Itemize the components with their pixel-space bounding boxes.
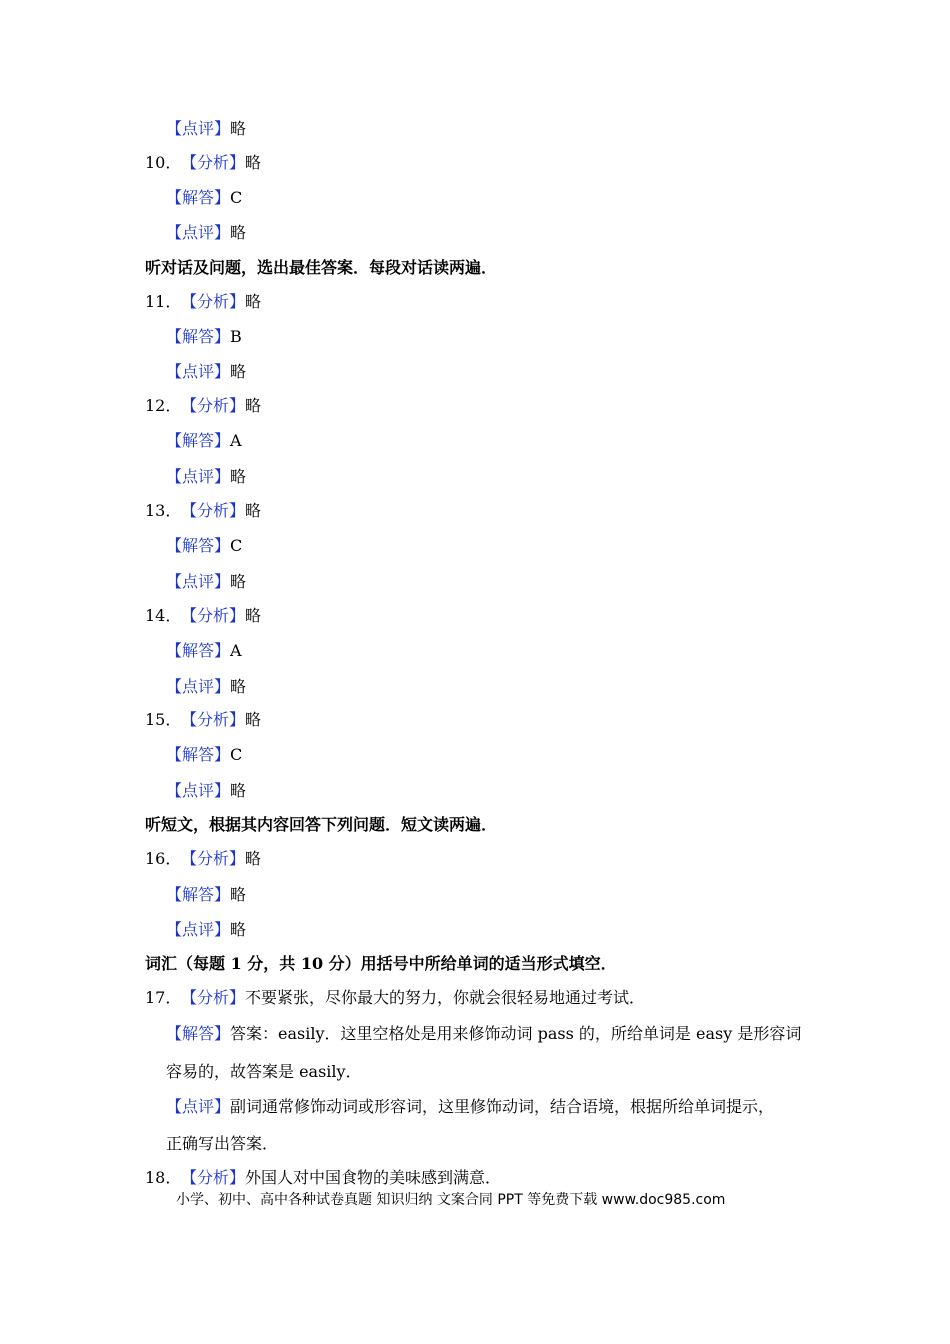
- q14-comment-line: [166, 677, 246, 697]
- analysis-tag: 【分析】: [181, 292, 246, 311]
- comment-tag: 【点评】: [166, 1097, 231, 1116]
- q12-number: 12．: [145, 396, 182, 415]
- q10-answer: C: [230, 188, 243, 207]
- analysis-tag: 【分析】: [181, 501, 246, 520]
- q15-comment: 略: [230, 781, 247, 800]
- q12-answer-line: [166, 431, 242, 451]
- q15-comment-line: [166, 781, 246, 801]
- q11-comment-line: [166, 362, 246, 382]
- comment-tag: 【点评】: [166, 677, 231, 696]
- q14-answer-line: [166, 641, 242, 661]
- answer-tag: 【解答】: [166, 885, 231, 904]
- q12-comment-line: [166, 467, 246, 487]
- section-dialogue-heading: 听对话及问题，选出最佳答案．每段对话读两遍．: [145, 258, 498, 277]
- analysis-tag: 【分析】: [181, 988, 246, 1007]
- q16-answer-line: [166, 885, 246, 905]
- q17-number: 17．: [145, 988, 182, 1007]
- q14-comment: 略: [230, 677, 247, 696]
- q17-analysis-line: [145, 988, 645, 1008]
- q11-analysis: 略: [245, 292, 262, 311]
- q11-comment: 略: [230, 362, 247, 381]
- section-vocab-heading: 词汇（每题 1 分，共 10 分）用括号中所给单词的适当形式填空．: [145, 954, 617, 973]
- q15-analysis-line: [145, 710, 261, 730]
- section-passage-heading: 听短文，根据其内容回答下列问题．短文读两遍．: [145, 815, 498, 834]
- q10-number: 10．: [145, 153, 182, 172]
- comment-tag: 【点评】: [166, 467, 231, 486]
- q16-analysis-line: [145, 849, 261, 869]
- q13-answer-line: [166, 536, 242, 556]
- analysis-tag: 【分析】: [181, 396, 246, 415]
- answer-tag: 【解答】: [166, 188, 231, 207]
- analysis-tag: 【分析】: [181, 1168, 246, 1187]
- q14-analysis: 略: [245, 606, 262, 625]
- q16-number: 16．: [145, 849, 182, 868]
- q15-answer: C: [230, 745, 243, 764]
- q18-analysis-line: [145, 1168, 501, 1188]
- q13-comment: 略: [230, 572, 247, 591]
- answer-tag: 【解答】: [166, 1024, 231, 1043]
- q17-comment-line: [166, 1097, 774, 1117]
- q11-number: 11．: [145, 292, 182, 311]
- q16-analysis: 略: [245, 849, 262, 868]
- analysis-tag: 【分析】: [181, 153, 246, 172]
- q18-number: 18．: [145, 1168, 182, 1187]
- q17-answer-continuation: 容易的，故答案是 easily．: [166, 1062, 362, 1081]
- q15-number: 15．: [145, 710, 182, 729]
- q11-answer: B: [230, 327, 242, 346]
- q17-answer-line: [166, 1024, 801, 1044]
- q16-answer: 略: [230, 885, 247, 904]
- analysis-tag: 【分析】: [181, 606, 246, 625]
- comment-tag: 【点评】: [166, 119, 231, 138]
- q17-comment-continuation: 正确写出答案．: [166, 1134, 279, 1153]
- q12-answer: A: [230, 431, 242, 450]
- q9-comment-line: [166, 119, 246, 139]
- q10-comment: 略: [230, 223, 247, 242]
- answer-tag: 【解答】: [166, 327, 231, 346]
- page-footer: 小学、初中、高中各种试卷真题 知识归纳 文案合同 PPT 等免费下载 www.doc985.com: [176, 1192, 726, 1208]
- q10-comment-line: [166, 223, 246, 243]
- q13-number: 13．: [145, 501, 182, 520]
- answer-tag: 【解答】: [166, 536, 231, 555]
- q16-comment-line: [166, 920, 246, 940]
- answer-tag: 【解答】: [166, 641, 231, 660]
- analysis-tag: 【分析】: [181, 849, 246, 868]
- q12-analysis: 略: [245, 396, 262, 415]
- q13-analysis: 略: [245, 501, 262, 520]
- q13-comment-line: [166, 572, 246, 592]
- answer-tag: 【解答】: [166, 745, 231, 764]
- q13-answer: C: [230, 536, 243, 555]
- q11-analysis-line: [145, 292, 261, 312]
- q9-comment: 略: [230, 119, 247, 138]
- q10-analysis: 略: [245, 153, 262, 172]
- q17-comment-line1: 副词通常修饰动词或形容词，这里修饰动词，结合语境，根据所给单词提示，: [230, 1097, 775, 1116]
- comment-tag: 【点评】: [166, 223, 231, 242]
- q11-answer-line: [166, 327, 242, 347]
- q13-analysis-line: [145, 501, 261, 521]
- q12-comment: 略: [230, 467, 247, 486]
- q15-answer-line: [166, 745, 242, 765]
- comment-tag: 【点评】: [166, 572, 231, 591]
- q18-analysis: 外国人对中国食物的美味感到满意．: [245, 1168, 502, 1187]
- answer-tag: 【解答】: [166, 431, 231, 450]
- q14-number: 14．: [145, 606, 182, 625]
- comment-tag: 【点评】: [166, 920, 231, 939]
- q15-analysis: 略: [245, 710, 262, 729]
- q10-analysis-line: [145, 153, 261, 173]
- q16-comment: 略: [230, 920, 247, 939]
- comment-tag: 【点评】: [166, 781, 231, 800]
- q10-answer-line: [166, 188, 242, 208]
- comment-tag: 【点评】: [166, 362, 231, 381]
- q14-answer: A: [230, 641, 242, 660]
- q17-answer-line1: 答案：easily．这里空格处是用来修饰动词 pass 的，所给单词是 easy 是形容词: [230, 1024, 802, 1043]
- q17-analysis: 不要紧张，尽你最大的努力，你就会很轻易地通过考试．: [245, 988, 646, 1007]
- analysis-tag: 【分析】: [181, 710, 246, 729]
- q12-analysis-line: [145, 396, 261, 416]
- q14-analysis-line: [145, 606, 261, 626]
